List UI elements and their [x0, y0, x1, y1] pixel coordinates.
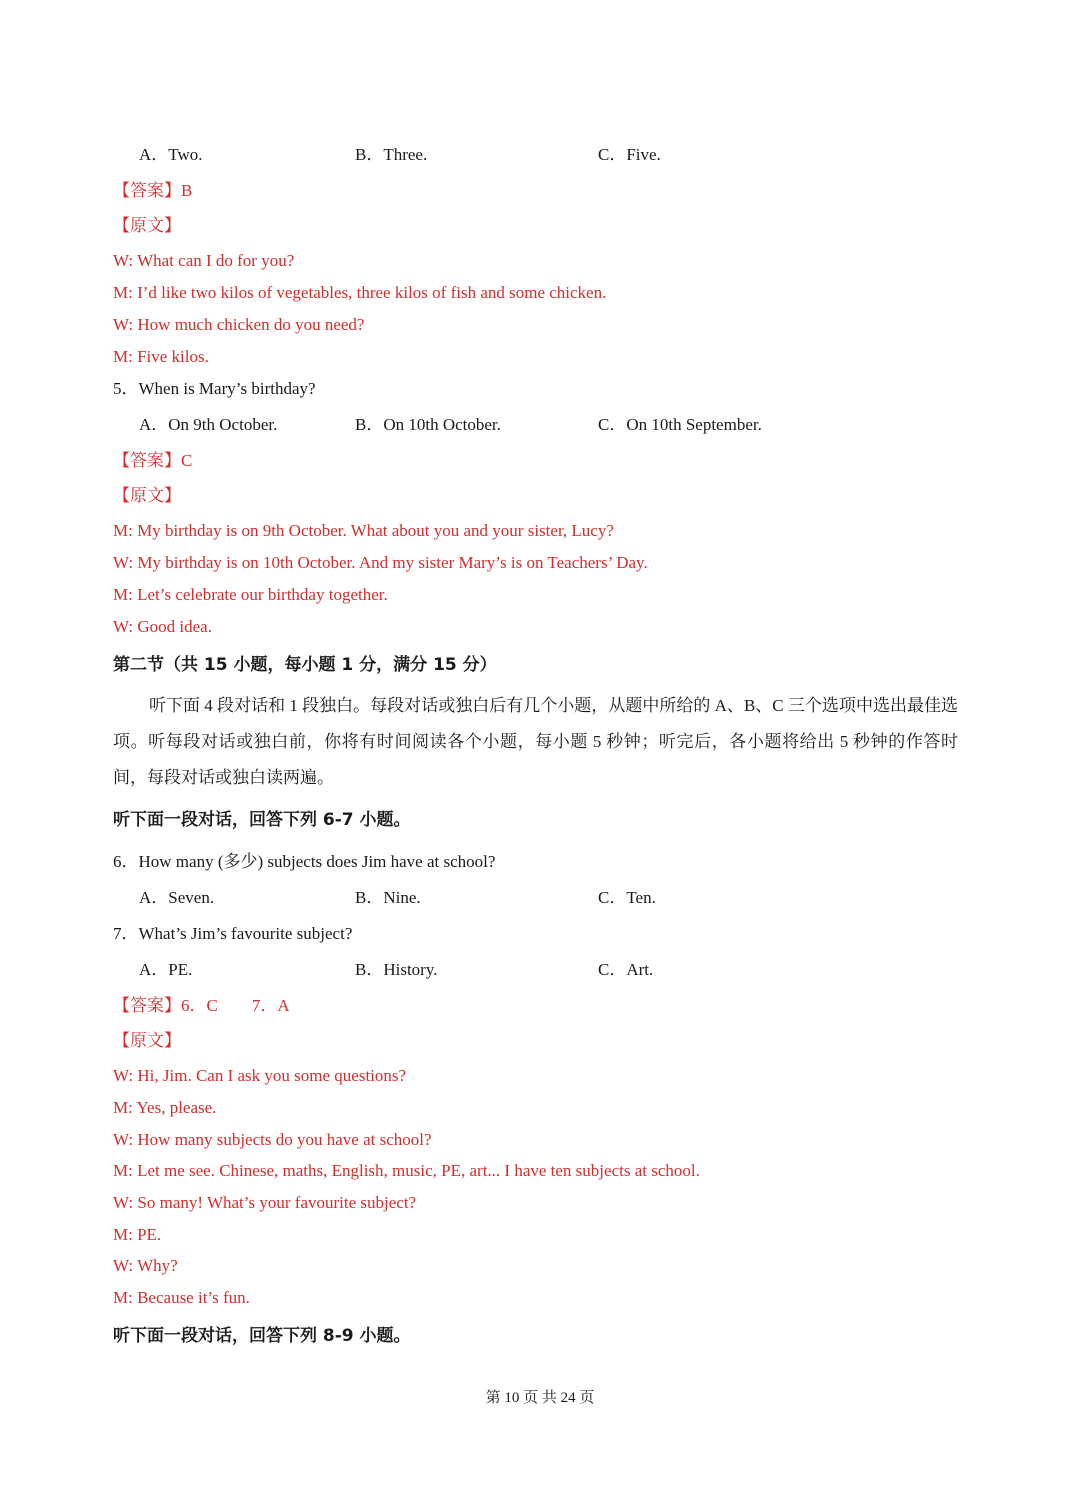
- q4-option-b: B．Three.: [355, 145, 428, 164]
- q6-question: 6．How many (多少) subjects does Jim have at school?: [113, 852, 496, 871]
- q7-option-a: A．PE.: [139, 960, 193, 979]
- q4-transcript-line: M: Five kilos.: [113, 347, 209, 366]
- answer-7: 7．A: [251, 996, 290, 1015]
- q5-transcript-line: W: My birthday is on 10th October. And my sister Mary’s is on Teachers’ Day.: [113, 553, 648, 572]
- dialog-6-7-transcript-label: 【原文】: [113, 1031, 181, 1050]
- q6-option-c: C．Ten.: [598, 888, 656, 907]
- q5-option-b: B．On 10th October.: [355, 415, 501, 434]
- section2-instructions: 听下面 4 段对话和 1 段独白。每段对话或独白后有几个小题，从题中所给的 A、B、C 三个选项中选出最佳选项。听每段对话或独白前，你将有时间阅读各个小题，每小题 5 秒钟；听完后，各小题将给出 5 秒钟的作答时间，每段对话或独白读两遍。: [113, 696, 958, 787]
- dialog-6-7-heading: 听下面一段对话，回答下列 6-7 小题。: [113, 810, 411, 830]
- dialog-6-7-transcript-line: M: PE.: [113, 1225, 162, 1244]
- dialog-6-7-transcript-line: W: Hi, Jim. Can I ask you some questions?: [113, 1066, 407, 1085]
- dialog-6-7-transcript-line: M: Let me see. Chinese, maths, English, music, PE, art... I have ten subjects at school.: [113, 1161, 700, 1180]
- q7-option-c: C．Art.: [598, 960, 654, 979]
- answer-label: 【答案】: [113, 996, 181, 1015]
- q6-option-b: B．Nine.: [355, 888, 421, 907]
- q4-option-a: A．Two.: [139, 145, 203, 164]
- q4-option-c: C．Five.: [598, 145, 661, 164]
- section2-heading: 第二节（共 15 小题，每小题 1 分，满分 15 分）: [113, 655, 497, 675]
- dialog-6-7-transcript-line: M: Because it’s fun.: [113, 1288, 250, 1307]
- q5-question: 5．When is Mary’s birthday?: [113, 379, 316, 398]
- q5-option-c: C．On 10th September.: [598, 415, 762, 434]
- q5-option-a: A．On 9th October.: [139, 415, 278, 434]
- dialog-6-7-answer: [113, 995, 290, 1017]
- answer-6: 6．C: [181, 996, 218, 1015]
- q5-transcript-line: M: Let’s celebrate our birthday together.: [113, 585, 388, 604]
- dialog-6-7-transcript-line: W: So many! What’s your favourite subject?: [113, 1193, 417, 1212]
- q5-transcript-line: M: My birthday is on 9th October. What about you and your sister, Lucy?: [113, 521, 614, 540]
- q4-transcript-label: 【原文】: [113, 216, 181, 235]
- q5-transcript-line: W: Good idea.: [113, 617, 212, 636]
- dialog-8-9-heading: 听下面一段对话，回答下列 8-9 小题。: [113, 1326, 411, 1346]
- dialog-6-7-transcript-line: M: Yes, please.: [113, 1098, 217, 1117]
- page-number: 第 10 页 共 24 页: [485, 1390, 595, 1406]
- q5-transcript-label: 【原文】: [113, 486, 181, 505]
- q7-option-b: B．History.: [355, 960, 438, 979]
- q5-answer: 【答案】C: [113, 451, 193, 470]
- q4-transcript-line: M: I’d like two kilos of vegetables, three kilos of fish and some chicken.: [113, 283, 607, 302]
- q4-transcript-line: W: How much chicken do you need?: [113, 315, 365, 334]
- q7-question: 7．What’s Jim’s favourite subject?: [113, 924, 353, 943]
- dialog-6-7-transcript-line: W: How many subjects do you have at school?: [113, 1130, 432, 1149]
- q4-transcript-line: W: What can I do for you?: [113, 251, 295, 270]
- q6-option-a: A．Seven.: [139, 888, 215, 907]
- q4-answer: 【答案】B: [113, 181, 193, 200]
- dialog-6-7-transcript-line: W: Why?: [113, 1256, 178, 1275]
